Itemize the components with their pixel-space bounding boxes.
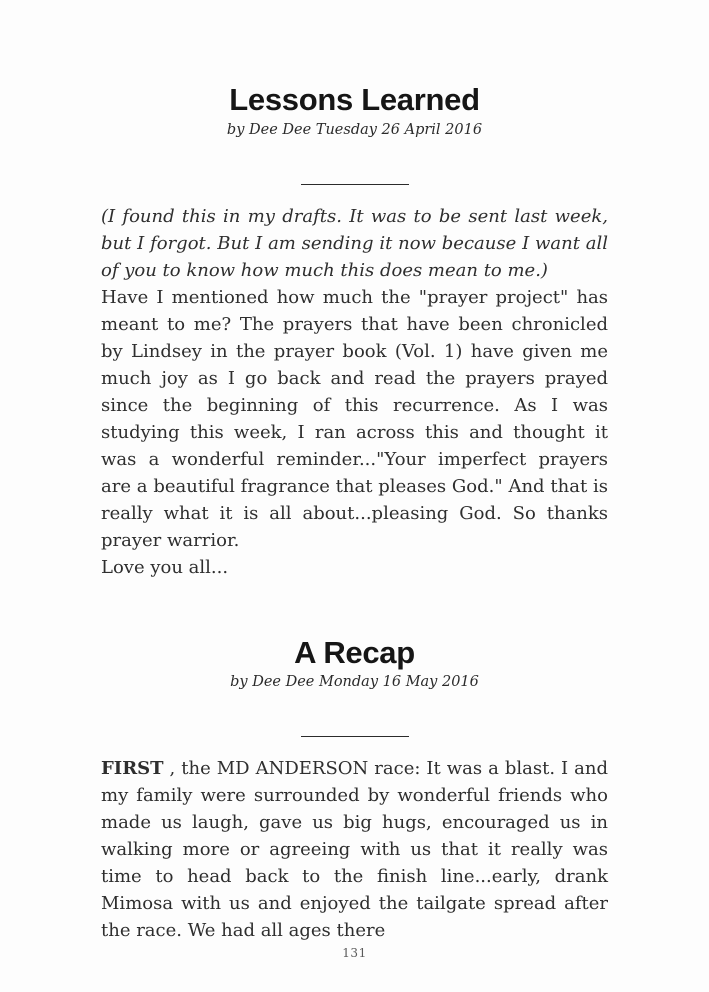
paragraph-intro-note: (I found this in my drafts. It was to be sent last week, but I forgot. But I am sending it now because I want all of you to know how much this does mean to me.)	[101, 205, 608, 281]
page-number: 131	[342, 946, 367, 960]
section-title: A Recap	[294, 634, 415, 670]
section-body	[101, 203, 608, 581]
lead-word: FIRST	[101, 758, 164, 780]
paragraph-race-recap-text: , the MD ANDERSON race: It was a blast. I and my family were surrounded by wonderful friends who made us laugh, gave us big hugs, encouraged us in walking more or agreeing with us that it really was time to head back to the finish line...early, drank Mimosa with us and enjoyed the tailgate spread after the race. We had all ages there	[101, 758, 608, 942]
section-a-recap	[101, 635, 608, 945]
paragraph-signoff: Love you all...	[101, 556, 229, 578]
byline: by Dee Dee Tuesday 26 April 2016	[226, 121, 483, 138]
section-title: Lessons Learned	[229, 82, 480, 117]
section-body	[101, 755, 608, 944]
section-divider	[301, 184, 409, 185]
byline: by Dee Dee Monday 16 May 2016	[230, 674, 479, 691]
section-divider	[301, 736, 409, 737]
paragraph-prayer-project: Have I mentioned how much the "prayer project" has meant to me? The prayers that have been chronicled by Lindsey in the prayer book (Vol. 1) have given me much joy as I go back and read the prayers prayed since the beginning of this recurrence. As I was studying this week, I ran across this and thought it was a wonderful reminder..."Your imperfect prayers are a beautiful fragrance that pleases God." And that is really what it is all about...pleasing God. So thanks prayer warrior.	[101, 286, 608, 551]
section-lessons-learned	[101, 82, 608, 581]
paragraph-race-recap	[101, 755, 608, 944]
